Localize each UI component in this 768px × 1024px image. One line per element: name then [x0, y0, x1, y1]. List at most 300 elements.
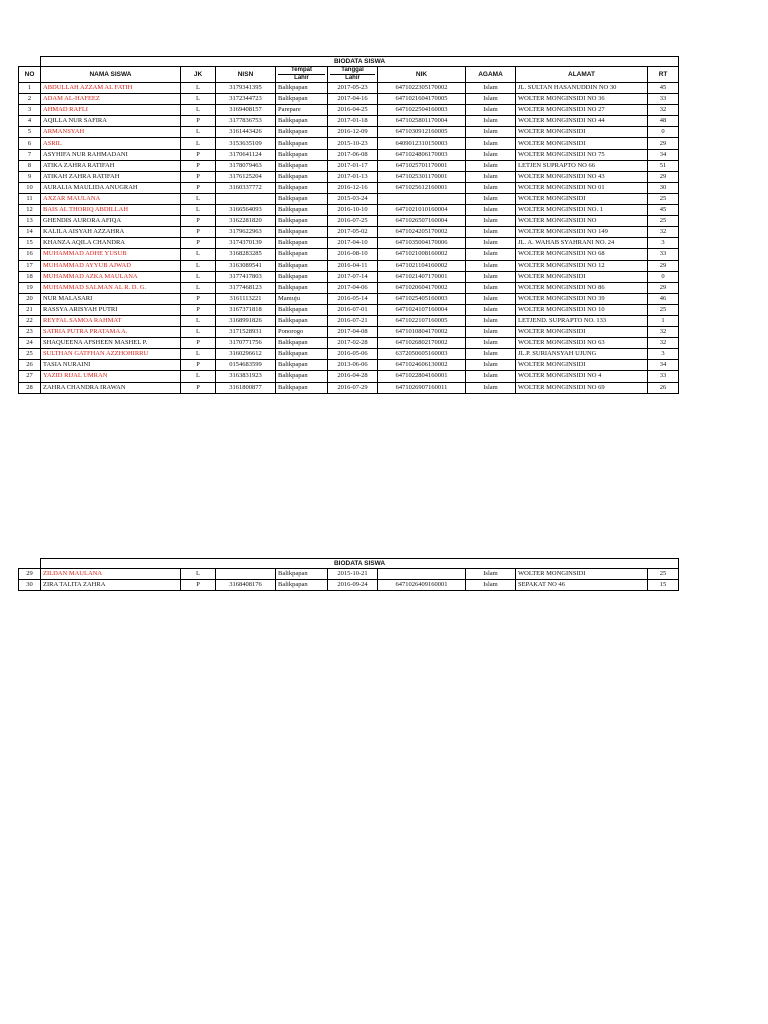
cell-tempat: Balikpapan [276, 569, 328, 580]
cell-nik: 6471030912160005 [378, 127, 466, 138]
cell-nik: 6471024806170003 [378, 149, 466, 160]
cell-tanggal: 2016-04-28 [328, 371, 378, 382]
table-row [19, 83, 679, 94]
table-row [19, 105, 679, 116]
cell-nik: 6471022804160001 [378, 371, 466, 382]
cell-nik: 6471026907160011 [378, 382, 466, 393]
cell-no: 26 [19, 360, 41, 371]
cell-tanggal: 2016-05-06 [328, 349, 378, 360]
cell-nik: 6471026409160001 [378, 580, 466, 591]
cell-jk: P [181, 293, 216, 304]
cell-nik: 6471025801170004 [378, 116, 466, 127]
cell-tempat: Balikpapan [276, 182, 328, 193]
cell-nama: KALILA AISYAH AZZAHRA [41, 227, 181, 238]
cell-nik: 6471025301170001 [378, 171, 466, 182]
cell-nisn: 3160337772 [216, 182, 276, 193]
cell-tanggal: 2017-04-16 [328, 94, 378, 105]
cell-nama: GHENDIS AURORA AFIQA [41, 216, 181, 227]
table-body-2 [19, 569, 679, 591]
cell-jk: P [181, 238, 216, 249]
cell-no: 15 [19, 238, 41, 249]
cell-nama: REYFAL SAMOA RAHMAT [41, 315, 181, 326]
biodata-table-1 [18, 56, 679, 394]
cell-nisn: 3168408176 [216, 580, 276, 591]
cell-rt: 34 [648, 360, 679, 371]
cell-jk: L [181, 94, 216, 105]
cell-no: 10 [19, 182, 41, 193]
table-title: BIODATA SISWA [41, 57, 679, 67]
table-row [19, 116, 679, 127]
cell-tempat: Balikpapan [276, 360, 328, 371]
cell-tempat: Balikpapan [276, 338, 328, 349]
cell-jk: P [181, 149, 216, 160]
cell-tempat: Balikpapan [276, 193, 328, 204]
cell-nama: KHANZA AQILA CHANDRA [41, 238, 181, 249]
cell-alamat: WOLTER MONGINSIDI NO. 1 [516, 205, 648, 216]
table-row [19, 127, 679, 138]
cell-rt: 32 [648, 227, 679, 238]
cell-no: 2 [19, 94, 41, 105]
cell-alamat: WOLTER MONGINSIDI NO 39 [516, 293, 648, 304]
cell-nama: ASRIL [41, 138, 181, 149]
cell-nik: 6372050605160003 [378, 349, 466, 360]
table-row [19, 315, 679, 326]
cell-no: 4 [19, 116, 41, 127]
cell-jk: L [181, 105, 216, 116]
cell-nama: ZAHRA CHANDRA IRAWAN [41, 382, 181, 393]
cell-rt: 0 [648, 271, 679, 282]
cell-alamat: WOLTER MONGINSIDI NO 36 [516, 94, 648, 105]
cell-tanggal: 2015-03-24 [328, 193, 378, 204]
cell-no: 12 [19, 205, 41, 216]
cell-alamat: WOLTER MONGINSIDI [516, 271, 648, 282]
cell-agama: Islam [466, 160, 516, 171]
table-row [19, 205, 679, 216]
cell-jk: L [181, 315, 216, 326]
cell-no: 9 [19, 171, 41, 182]
cell-nik: 6471022107160005 [378, 315, 466, 326]
cell-rt: 1 [648, 315, 679, 326]
cell-alamat: WOLTER MONGINSIDI [516, 360, 648, 371]
cell-tanggal: 2017-04-06 [328, 282, 378, 293]
col-header-agama: AGAMA [466, 67, 516, 83]
cell-agama: Islam [466, 116, 516, 127]
cell-tanggal: 2017-07-14 [328, 271, 378, 282]
cell-no: 3 [19, 105, 41, 116]
cell-nisn: 3168991826 [216, 315, 276, 326]
cell-alamat: JL. SULTAN HASANUDDIN NO 30 [516, 83, 648, 94]
cell-tanggal: 2016-04-25 [328, 105, 378, 116]
cell-jk: P [181, 182, 216, 193]
cell-nama: AHMAD RAFLI [41, 105, 181, 116]
cell-nama: ATIKAH ZAHRA RATIFAH [41, 171, 181, 182]
col-header-tanggal [328, 67, 378, 83]
col-header-tempat-line2: Lahir [294, 75, 309, 81]
table-row [19, 338, 679, 349]
cell-tempat: Balikpapan [276, 349, 328, 360]
cell-tempat: Balikpapan [276, 382, 328, 393]
cell-tempat: Balikpapan [276, 238, 328, 249]
cell-agama: Islam [466, 205, 516, 216]
cell-rt: 25 [648, 304, 679, 315]
cell-nama: MUHAMMAD AYYUB AJWAD [41, 260, 181, 271]
col-header-tempat [276, 67, 328, 83]
cell-tempat: Balikpapan [276, 249, 328, 260]
cell-nama: MUHAMMAD AZKA MAULANA [41, 271, 181, 282]
cell-nik: 6471025612160001 [378, 182, 466, 193]
cell-alamat: WOLTER MONGINSIDI [516, 138, 648, 149]
cell-rt: 33 [648, 371, 679, 382]
cell-nisn: 3176125204 [216, 171, 276, 182]
cell-no: 21 [19, 304, 41, 315]
cell-alamat: WOLTER MONGINSIDI NO 68 [516, 249, 648, 260]
col-header-jk: JK [181, 67, 216, 83]
cell-jk: L [181, 249, 216, 260]
cell-jk: P [181, 116, 216, 127]
col-header-no: NO [19, 67, 41, 83]
cell-nik: 6471021407170001 [378, 271, 466, 282]
cell-alamat: WOLTER MONGINSIDI NO 4 [516, 371, 648, 382]
cell-jk: L [181, 271, 216, 282]
cell-agama: Islam [466, 260, 516, 271]
cell-no: 8 [19, 160, 41, 171]
cell-tempat: Balikpapan [276, 205, 328, 216]
cell-tanggal: 2017-05-23 [328, 83, 378, 94]
table-row [19, 382, 679, 393]
cell-nik: 6409012310150003 [378, 138, 466, 149]
table-row [19, 193, 679, 204]
cell-nama: ABDULLAH AZZAM AL FATIH [41, 83, 181, 94]
cell-jk: P [181, 227, 216, 238]
cell-agama: Islam [466, 182, 516, 193]
cell-nama: ZIRA TALITA ZAHRA [41, 580, 181, 591]
cell-tempat: Mamuju [276, 293, 328, 304]
cell-nisn: 3177417803 [216, 271, 276, 282]
table-title-2: BIODATA SISWA [41, 559, 679, 569]
cell-alamat: WOLTER MONGINSIDI NO 69 [516, 382, 648, 393]
cell-alamat: WOLTER MONGINSIDI [516, 127, 648, 138]
cell-alamat: WOLTER MONGINSIDI NO 44 [516, 116, 648, 127]
cell-nik: 6471022305170002 [378, 83, 466, 94]
cell-nisn: 3167371818 [216, 304, 276, 315]
cell-tanggal: 2016-09-24 [328, 580, 378, 591]
cell-tempat: Balikpapan [276, 138, 328, 149]
cell-no: 6 [19, 138, 41, 149]
cell-tanggal: 2016-08-10 [328, 249, 378, 260]
cell-nisn: 3163831923 [216, 371, 276, 382]
cell-agama: Islam [466, 360, 516, 371]
cell-jk: P [181, 360, 216, 371]
cell-tanggal: 2016-05-14 [328, 293, 378, 304]
cell-tanggal: 2017-01-13 [328, 171, 378, 182]
cell-no: 1 [19, 83, 41, 94]
cell-alamat: JL. A. WAHAB SYAHRANI NO. 24 [516, 238, 648, 249]
cell-no: 28 [19, 382, 41, 393]
table-row [19, 360, 679, 371]
cell-jk: L [181, 260, 216, 271]
col-header-alamat: ALAMAT [516, 67, 648, 83]
cell-jk: P [181, 216, 216, 227]
table-row [19, 304, 679, 315]
cell-jk: L [181, 205, 216, 216]
cell-nisn [216, 193, 276, 204]
cell-nik: 6471021010160004 [378, 205, 466, 216]
cell-nisn: 3169408157 [216, 105, 276, 116]
cell-nama: AQILLA NUR SAFIRA [41, 116, 181, 127]
cell-agama: Islam [466, 315, 516, 326]
cell-tanggal: 2016-10-10 [328, 205, 378, 216]
table-row [19, 138, 679, 149]
col-header-tempat-line1: Tempat [278, 67, 325, 75]
cell-alamat: WOLTER MONGINSIDI NO 149 [516, 227, 648, 238]
cell-nama: SULTHAN GATFHAN AZZHOHIRRU [41, 349, 181, 360]
cell-tempat: Balikpapan [276, 282, 328, 293]
cell-tanggal: 2015-10-21 [328, 569, 378, 580]
cell-agama: Islam [466, 238, 516, 249]
cell-alamat: WOLTER MONGINSIDI NO 86 [516, 282, 648, 293]
table-row [19, 216, 679, 227]
cell-nisn: 3179341395 [216, 83, 276, 94]
cell-nisn [216, 569, 276, 580]
cell-agama: Islam [466, 371, 516, 382]
cell-tempat: Parepare [276, 105, 328, 116]
cell-rt: 45 [648, 83, 679, 94]
cell-nisn: 3177836753 [216, 116, 276, 127]
table-row [19, 182, 679, 193]
cell-rt: 46 [648, 293, 679, 304]
cell-rt: 51 [648, 160, 679, 171]
cell-tempat: Balikpapan [276, 371, 328, 382]
cell-nama: YAZID RIJAL UMRAN [41, 371, 181, 382]
cell-rt: 30 [648, 182, 679, 193]
cell-nisn: 3161800877 [216, 382, 276, 393]
cell-rt: 15 [648, 580, 679, 591]
cell-jk: L [181, 327, 216, 338]
cell-tempat: Balikpapan [276, 304, 328, 315]
cell-nama: TASIA NURAINI [41, 360, 181, 371]
cell-nisn: 3162281820 [216, 216, 276, 227]
cell-jk: L [181, 138, 216, 149]
cell-nisn: 3168283285 [216, 249, 276, 260]
cell-rt: 33 [648, 249, 679, 260]
cell-nik: 6471026802170002 [378, 338, 466, 349]
title-spacer [19, 57, 41, 67]
cell-alamat: WOLTER MONGINSIDI NO 75 [516, 149, 648, 160]
cell-tempat: Balikpapan [276, 171, 328, 182]
cell-agama: Islam [466, 83, 516, 94]
cell-no: 22 [19, 315, 41, 326]
table-row [19, 260, 679, 271]
cell-nama: AXZAR MAULANA [41, 193, 181, 204]
cell-no: 27 [19, 371, 41, 382]
cell-tempat: Ponorogo [276, 327, 328, 338]
cell-rt: 25 [648, 193, 679, 204]
cell-tanggal: 2016-12-09 [328, 127, 378, 138]
cell-nama: ATIKA ZAHRA RATIFAH [41, 160, 181, 171]
cell-nama: AURALIA MAULIDA ANUGRAH [41, 182, 181, 193]
cell-tanggal: 2016-07-01 [328, 304, 378, 315]
cell-jk: L [181, 282, 216, 293]
table-row [19, 94, 679, 105]
cell-agama: Islam [466, 149, 516, 160]
cell-nisn: 3160296612 [216, 349, 276, 360]
cell-rt: 29 [648, 138, 679, 149]
cell-alamat: LETJEN SUPRAPTO NO 66 [516, 160, 648, 171]
cell-nama: ADAM AL-HAFEEZ [41, 94, 181, 105]
cell-agama: Islam [466, 382, 516, 393]
cell-rt: 29 [648, 282, 679, 293]
cell-agama: Islam [466, 569, 516, 580]
cell-tempat: Balikpapan [276, 83, 328, 94]
cell-alamat: WOLTER MONGINSIDI NO [516, 216, 648, 227]
table-row [19, 327, 679, 338]
cell-nisn: 3178079463 [216, 160, 276, 171]
cell-nisn: 3170771756 [216, 338, 276, 349]
cell-agama: Islam [466, 127, 516, 138]
cell-tanggal: 2016-07-25 [328, 216, 378, 227]
cell-jk: P [181, 382, 216, 393]
col-header-nisn: NISN [216, 67, 276, 83]
col-header-tanggal-line1: Tanggal [330, 67, 375, 75]
cell-tempat: Balikpapan [276, 149, 328, 160]
cell-agama: Islam [466, 271, 516, 282]
cell-tanggal: 2017-01-17 [328, 160, 378, 171]
biodata-table-2 [18, 558, 679, 591]
cell-tanggal: 2017-06-08 [328, 149, 378, 160]
col-header-tanggal-line2: Lahir [345, 75, 360, 81]
cell-tanggal: 2015-10-23 [328, 138, 378, 149]
cell-nama: MUHAMMAD ADHE YUSUB [41, 249, 181, 260]
cell-tempat: Balikpapan [276, 116, 328, 127]
cell-nik: 6471021104160002 [378, 260, 466, 271]
cell-no: 24 [19, 338, 41, 349]
cell-tanggal: 2016-07-21 [328, 315, 378, 326]
cell-tanggal: 2013-06-06 [328, 360, 378, 371]
cell-no: 11 [19, 193, 41, 204]
cell-nama: RASSYA ARISYAH PUTRI [41, 304, 181, 315]
cell-nik: 6471026507160004 [378, 216, 466, 227]
cell-agama: Islam [466, 293, 516, 304]
col-header-rt: RT [648, 67, 679, 83]
cell-nisn: 3153635109 [216, 138, 276, 149]
cell-nisn: 3174370139 [216, 238, 276, 249]
cell-agama: Islam [466, 249, 516, 260]
cell-no: 16 [19, 249, 41, 260]
cell-tanggal: 2017-04-10 [328, 238, 378, 249]
cell-no: 23 [19, 327, 41, 338]
cell-rt: 3 [648, 238, 679, 249]
cell-tempat: Balikpapan [276, 315, 328, 326]
cell-agama: Islam [466, 580, 516, 591]
cell-nisn: 3177468123 [216, 282, 276, 293]
cell-tanggal: 2016-04-11 [328, 260, 378, 271]
cell-tanggal: 2016-12-16 [328, 182, 378, 193]
cell-agama: Islam [466, 282, 516, 293]
table-row [19, 149, 679, 160]
cell-rt: 48 [648, 116, 679, 127]
cell-tempat: Balikpapan [276, 160, 328, 171]
cell-agama: Islam [466, 338, 516, 349]
table-row [19, 569, 679, 580]
cell-rt: 25 [648, 569, 679, 580]
cell-agama: Islam [466, 138, 516, 149]
cell-nik: 6471024205170002 [378, 227, 466, 238]
cell-nik: 6471025701170001 [378, 160, 466, 171]
cell-agama: Islam [466, 216, 516, 227]
table-row [19, 371, 679, 382]
cell-agama: Islam [466, 327, 516, 338]
cell-jk: P [181, 338, 216, 349]
cell-jk: P [181, 160, 216, 171]
cell-nik: 6471024606130002 [378, 360, 466, 371]
table-row [19, 580, 679, 591]
cell-jk: L [181, 371, 216, 382]
cell-nik: 6471022504160003 [378, 105, 466, 116]
table-row [19, 238, 679, 249]
cell-nik: 6471035004170006 [378, 238, 466, 249]
col-header-nama: NAMA SISWA [41, 67, 181, 83]
cell-nisn: 3163089541 [216, 260, 276, 271]
cell-rt: 25 [648, 216, 679, 227]
cell-nik: 6471010804170002 [378, 327, 466, 338]
cell-no: 29 [19, 569, 41, 580]
table-body-1 [19, 83, 679, 394]
cell-tempat: Balikpapan [276, 216, 328, 227]
cell-nisn: 3161443426 [216, 127, 276, 138]
table-row [19, 249, 679, 260]
cell-nik: 6471021604170005 [378, 94, 466, 105]
table-row [19, 293, 679, 304]
cell-nik: 6471024107160004 [378, 304, 466, 315]
cell-tempat: Balikpapan [276, 127, 328, 138]
cell-tempat: Balikpapan [276, 260, 328, 271]
cell-no: 20 [19, 293, 41, 304]
cell-alamat: WOLTER MONGINSIDI [516, 569, 648, 580]
cell-agama: Islam [466, 349, 516, 360]
cell-nama: SHAQUEENA AFSHEEN MASHEL P. [41, 338, 181, 349]
cell-rt: 3 [648, 349, 679, 360]
cell-tanggal: 2017-05-02 [328, 227, 378, 238]
cell-nisn: 3170641124 [216, 149, 276, 160]
cell-nisn: 3172344723 [216, 94, 276, 105]
cell-alamat: WOLTER MONGINSIDI NO 10 [516, 304, 648, 315]
cell-alamat: LETJEND. SUPRAPTO NO. 133 [516, 315, 648, 326]
table-row [19, 160, 679, 171]
cell-nik: 6471021008160002 [378, 249, 466, 260]
cell-nisn: 3161113221 [216, 293, 276, 304]
cell-nisn: 3179622963 [216, 227, 276, 238]
cell-alamat: WOLTER MONGINSIDI NO 01 [516, 182, 648, 193]
table-row [19, 349, 679, 360]
cell-rt: 26 [648, 382, 679, 393]
cell-rt: 32 [648, 327, 679, 338]
cell-alamat: WOLTER MONGINSIDI NO 12 [516, 260, 648, 271]
cell-tanggal: 2017-01-18 [328, 116, 378, 127]
cell-nik: 6471020604170002 [378, 282, 466, 293]
cell-nama: BAIS AL THORIQ ABDILLAH [41, 205, 181, 216]
cell-rt: 34 [648, 149, 679, 160]
cell-alamat: SEPAKAT NO 46 [516, 580, 648, 591]
cell-rt: 32 [648, 105, 679, 116]
cell-nama: ZILDAN MAULANA [41, 569, 181, 580]
cell-no: 17 [19, 260, 41, 271]
cell-alamat: WOLTER MONGINSIDI NO 43 [516, 171, 648, 182]
cell-tempat: Balikpapan [276, 580, 328, 591]
cell-jk: P [181, 304, 216, 315]
cell-alamat: WOLTER MONGINSIDI NO 63 [516, 338, 648, 349]
cell-no: 25 [19, 349, 41, 360]
cell-nama: MUHAMMAD SALMAN AL R. D. G. [41, 282, 181, 293]
